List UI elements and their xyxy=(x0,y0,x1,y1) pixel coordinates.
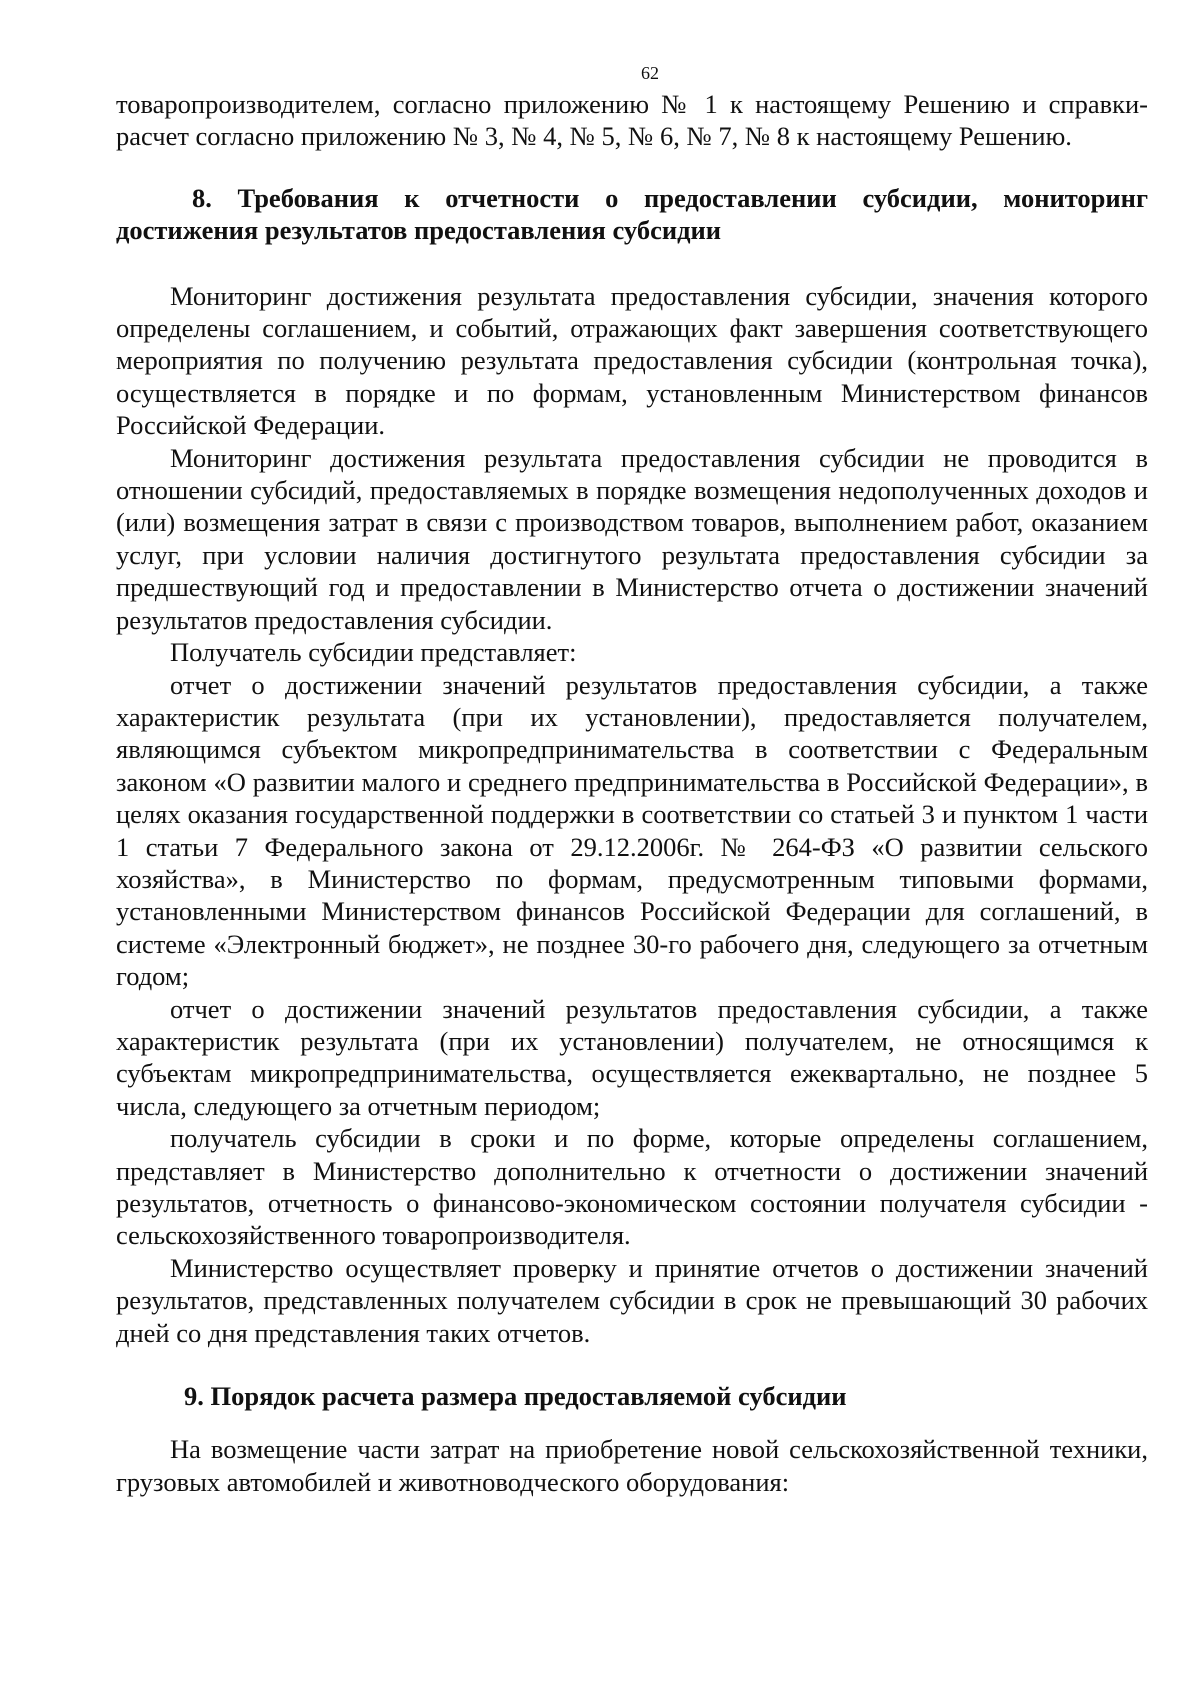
section-8-paragraph: отчет о достижении значений результатов предоставления субсидии, а также характеристик результата (при их установлении) получателем, не относящимся к субъектам микропредпринимательства, осуществляется ежеквартально, не позднее 5 числа, следующего за отчетным периодом; xyxy=(116,993,1148,1121)
document-page xyxy=(116,62,1148,1498)
section-8-paragraph: отчет о достижении значений результатов предоставления субсидии, а также характеристик результата (при их установлении), предоставляется получателем, являющимся субъектом микропредпринимательства в соответствии с Федеральным законом «О развитии малого и среднего предпринимательства в Российской Федерации», в целях оказания государственной поддержки в соответствии со статьей 3 и пунктом 1 части 1 статьи 7 Федерального закона от 29.12.2006г. № 264-ФЗ «О развитии сельского хозяйства», в Министерство по формам, предусмотренным типовыми формами, установленными Министерством финансов Российской Федерации для соглашений, в системе «Электронный бюджет», не позднее 30-го рабочего дня, следующего за отчетным годом; xyxy=(116,669,1148,992)
section-9-heading: 9. Порядок расчета размера предоставляемой субсидии xyxy=(184,1381,847,1412)
section-8-paragraph: Получатель субсидии представляет: xyxy=(170,637,577,668)
intro-paragraph: товаропроизводителем, согласно приложению № 1 к настоящему Решению и справки-расчет согласно приложению № 3, № 4, № 5, № 6, № 7, № 8 к настоящему Решению. xyxy=(116,89,1148,152)
section-8-paragraph: Мониторинг достижения результата предоставления субсидии не проводится в отношении субсидий, предоставляемых в порядке возмещения недополученных доходов и (или) возмещения затрат в связи с производством товаров, выполнением работ, оказанием услуг, при условии наличия достигнутого результата предоставления субсидии за предшествующий год и предоставлении в Министерство отчета о достижении значений результатов предоставления субсидии. xyxy=(116,442,1148,635)
section-8-heading: 8. Требования к отчетности о предоставлении субсидии, мониторинг достижения результатов предоставления субсидии xyxy=(116,182,1148,246)
section-8-paragraph: Мониторинг достижения результата предоставления субсидии, значения которого определены соглашением, и событий, отражающих факт завершения соответствующего мероприятия по получению результата предоставления субсидии (контрольная точка), осуществляется в порядке и по формам, установленным Министерством финансов Российской Федерации. xyxy=(116,280,1148,441)
section-8-paragraph: Министерство осуществляет проверку и принятие отчетов о достижении значений результатов, представленных получателем субсидии в срок не превышающий 30 рабочих дней со дня представления таких отчетов. xyxy=(116,1252,1148,1348)
section-8-paragraph: получатель субсидии в сроки и по форме, которые определены соглашением, представляет в Министерство дополнительно к отчетности о достижении значений результатов, отчетность о финансово-экономическом состоянии получателя субсидии - сельскохозяйственного товаропроизводителя. xyxy=(116,1123,1148,1251)
section-9-paragraph: На возмещение части затрат на приобретение новой сельскохозяйственной техники, грузовых автомобилей и животноводческого оборудования: xyxy=(116,1434,1148,1497)
page-number: 62 xyxy=(641,63,659,83)
